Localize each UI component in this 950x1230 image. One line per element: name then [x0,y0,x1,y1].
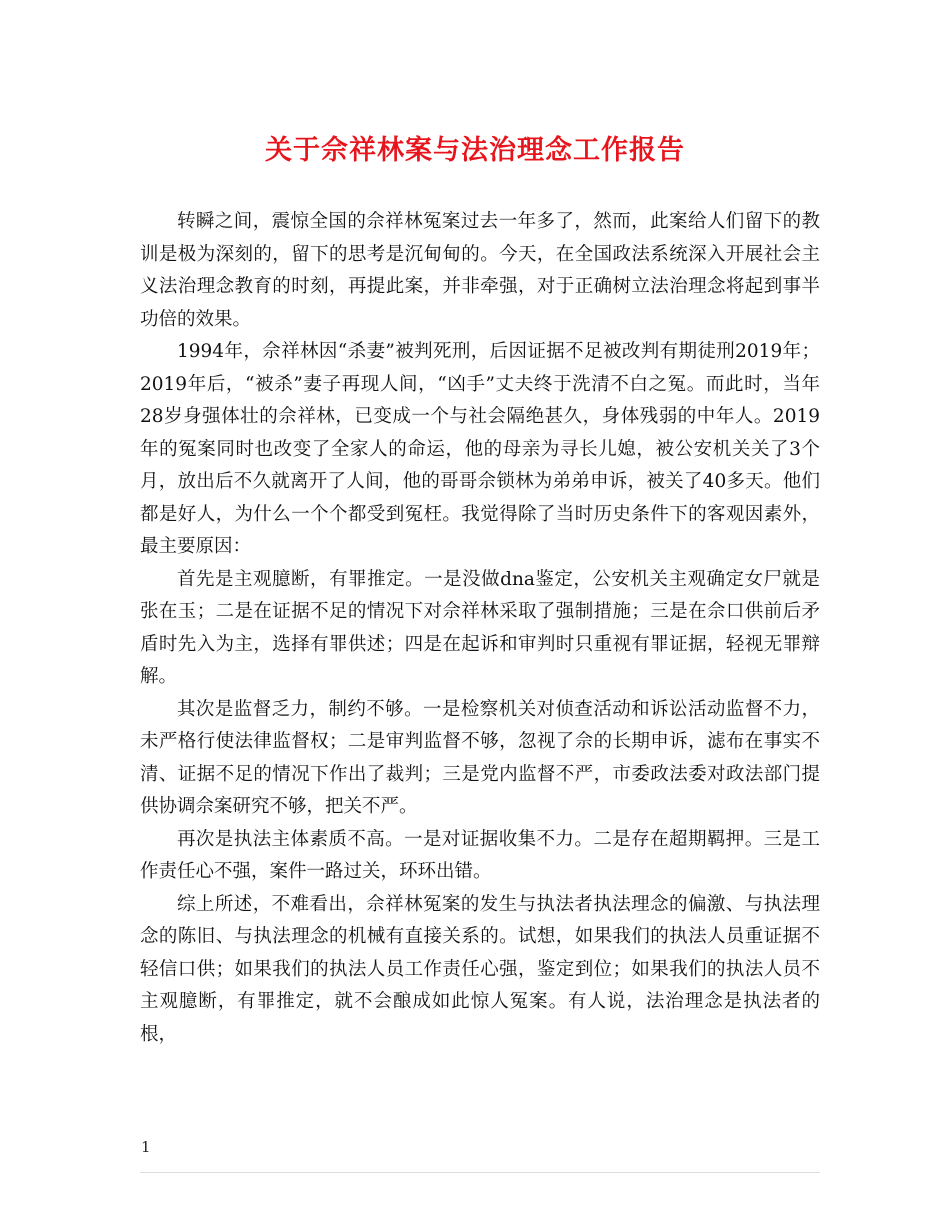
paragraph-3: 首先是主观臆断，有罪推定。一是没做dna鉴定，公安机关主观确定女尸就是张在玉；二是在证据不足的情况下对佘祥林采取了强制措施；三是在佘口供前后矛盾时先入为主，选择有罪供述；四是在起诉和审判时只重视有罪证据，轻视无罪辩解。 [140,568,820,687]
paragraph-5: 再次是执法主体素质不高。一是对证据收集不力。二是存在超期羁押。三是工作责任心不强，案件一路过关，环环出错。 [140,828,820,882]
paragraph-2: 1994年，佘祥林因“杀妻”被判死刑，后因证据不足被改判有期徒刑2019年；2019年后，“被杀”妻子再现人间，“凶手”丈夫终于洗清不白之冤。而此时，当年28岁身强体壮的佘祥林，已变成一个与社会隔绝甚久，身体残弱的中年人。2019年的冤案同时也改变了全家人的命运，他的母亲为寻长儿媳，被公安机关关了3个月，放出后不久就离开了人间，他的哥哥佘锁林为弟弟申诉，被关了40多天。他们都是好人，为什么一个个都受到冤枉。我觉得除了当时历史条件下的客观因素外，最主要原因： [140,341,820,557]
document-title: 关于佘祥林案与法治理念工作报告 [265,135,685,166]
page-number: 1 [141,1138,151,1156]
footer-divider [140,1172,820,1173]
paragraph-1: 转瞬之间，震惊全国的佘祥林冤案过去一年多了，然而，此案给人们留下的教训是极为深刻的，留下的思考是沉甸甸的。今天，在全国政法系统深入开展社会主义法治理念教育的时刻，再提此案，并非牵强，对于正确树立法治理念将起到事半功倍的效果。 [140,211,820,330]
paragraph-6: 综上所述，不难看出，佘祥林冤案的发生与执法者执法理念的偏激、与执法理念的陈旧、与执法理念的机械有直接关系的。试想，如果我们的执法人员重证据不轻信口供；如果我们的执法人员工作责任心强，鉴定到位；如果我们的执法人员不主观臆断，有罪推定，就不会酿成如此惊人冤案。有人说，法治理念是执法者的根， [140,893,820,1045]
paragraph-4: 其次是监督乏力，制约不够。一是检察机关对侦查活动和诉讼活动监督不力，未严格行使法律监督权；二是审判监督不够，忽视了佘的长期申诉，滤布在事实不清、证据不足的情况下作出了裁判；三是党内监督不严，市委政法委对政法部门提供协调佘案研究不够，把关不严。 [140,698,820,817]
document-body [140,206,820,1051]
